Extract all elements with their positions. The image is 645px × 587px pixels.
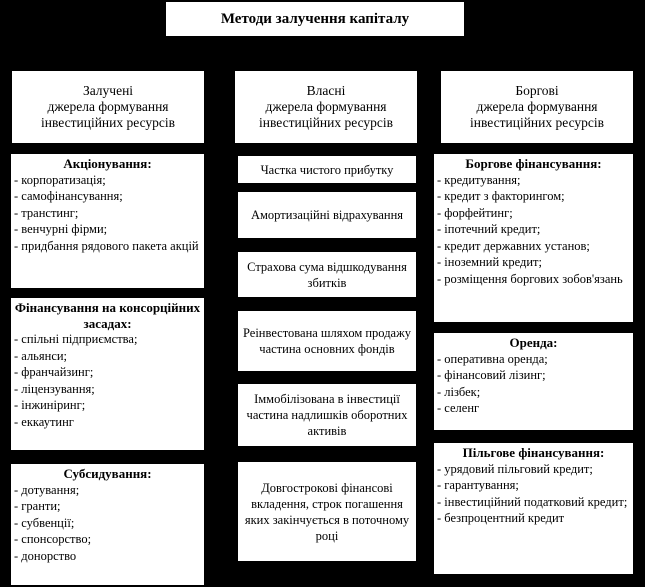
list-item: - субвенції; bbox=[14, 515, 75, 530]
box-shareholding bbox=[11, 154, 204, 288]
list-item: - іноземний кредит; bbox=[437, 255, 542, 269]
list-item: - донорство bbox=[14, 548, 77, 563]
box-insurance-compensation: Страхова сума відшкодування збитків bbox=[238, 252, 416, 297]
list-item: - інвестиційний податковий кредит; bbox=[437, 494, 628, 509]
list-item: - урядовий пільговий кредит; bbox=[437, 461, 593, 476]
box-heading: Оренда: bbox=[509, 335, 558, 350]
list-item: - інжиніринг; bbox=[14, 398, 86, 412]
list-item: - альянси; bbox=[14, 348, 68, 363]
column-header-debt bbox=[441, 71, 633, 143]
list-item: - корпоратизація; bbox=[14, 172, 106, 187]
box-preferential-financing bbox=[434, 443, 633, 574]
list-item: - спонсорство; bbox=[14, 532, 92, 546]
box-heading: Субсидування: bbox=[63, 466, 152, 481]
header-line: інвестиційних ресурсів bbox=[470, 115, 604, 130]
box-depreciation: Амортизаційні відрахування bbox=[238, 192, 416, 238]
list-item: - лізбек; bbox=[437, 384, 481, 399]
list-item: - еккаутинг bbox=[14, 414, 74, 429]
list-item: - іпотечний кредит; bbox=[437, 222, 541, 236]
list-item: - придбання рядового пакета акцій bbox=[14, 238, 199, 253]
box-net-profit-share: Частка чистого прибутку bbox=[238, 156, 416, 183]
list-item: - розміщення боргових зобов'язань bbox=[437, 271, 623, 286]
list-item: - гарантування; bbox=[437, 478, 519, 492]
box-consortium-financing bbox=[11, 298, 204, 450]
header-line: Залучені bbox=[82, 83, 134, 98]
box-subsidizing bbox=[11, 464, 204, 585]
box-reinvested-fixed-assets: Реінвестована шляхом продажу частина основних фондів bbox=[238, 311, 416, 371]
diagram-title: Методи залучення капіталу bbox=[166, 2, 464, 36]
box-heading: Боргове фінансування: bbox=[465, 156, 602, 171]
box-debt-financing bbox=[434, 154, 633, 322]
list-item: - ліцензування; bbox=[14, 381, 95, 396]
list-item: - самофінансування; bbox=[14, 189, 123, 203]
list-item: - франчайзинг; bbox=[14, 365, 94, 379]
list-item: - гранти; bbox=[14, 499, 61, 513]
list-item: - оперативна оренда; bbox=[437, 351, 548, 366]
list-item: - селенг bbox=[437, 401, 480, 415]
header-line: джерела формування bbox=[47, 99, 169, 114]
list-item: - транстинг; bbox=[14, 205, 79, 220]
header-line: Боргові bbox=[515, 83, 559, 98]
list-item: - кредит з факторингом; bbox=[437, 189, 565, 203]
box-immobilized-current-assets: Іммобілізована в інвестиції частина надлишків оборотних активів bbox=[238, 384, 416, 446]
list-item: - дотування; bbox=[14, 482, 80, 497]
box-heading: Фінансування на консорційних засадах: bbox=[14, 300, 201, 331]
box-heading: Акціонування: bbox=[63, 156, 152, 171]
header-line: Власні bbox=[306, 83, 346, 98]
header-line: джерела формування bbox=[476, 99, 598, 114]
list-item: - фінансовий лізинг; bbox=[437, 368, 546, 382]
header-line: інвестиційних ресурсів bbox=[259, 115, 393, 130]
box-lease bbox=[434, 333, 633, 430]
list-item: - венчурні фірми; bbox=[14, 222, 108, 236]
list-item: - кредитування; bbox=[437, 172, 521, 187]
list-item: - безпроцентний кредит bbox=[437, 511, 565, 525]
column-header-own bbox=[235, 71, 417, 143]
list-item: - форфейтинг; bbox=[437, 205, 513, 220]
header-line: інвестиційних ресурсів bbox=[41, 115, 175, 130]
column-header-attracted bbox=[12, 71, 204, 143]
header-line: джерела формування bbox=[265, 99, 387, 114]
list-item: - кредит державних установ; bbox=[437, 238, 590, 253]
box-heading: Пільгове фінансування: bbox=[462, 445, 605, 460]
list-item: - спільні підприємства; bbox=[14, 332, 138, 346]
box-long-term-investments: Довгострокові фінансові вкладення, строк погашення яких закінчується в поточному році bbox=[238, 462, 416, 561]
